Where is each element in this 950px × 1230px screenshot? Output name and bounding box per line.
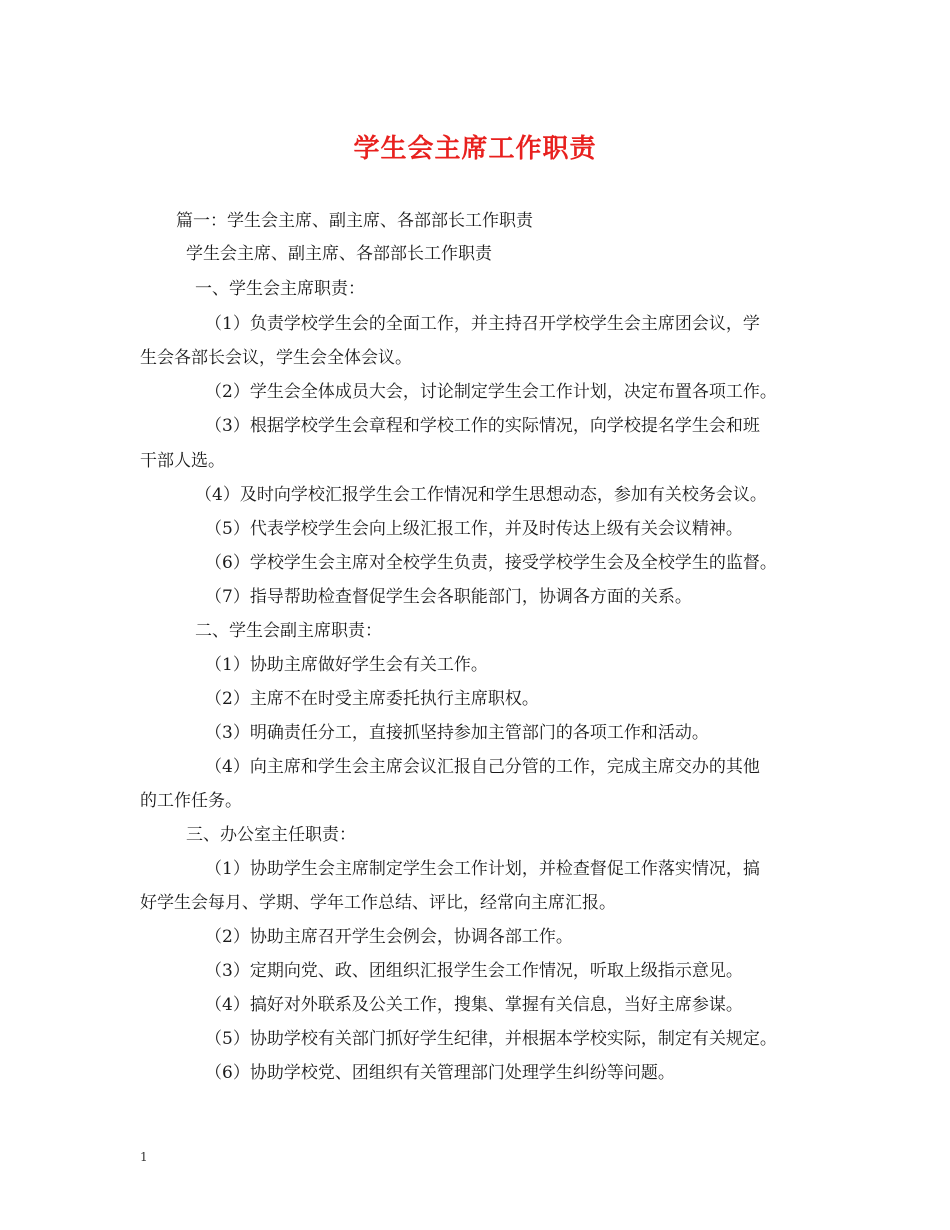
paragraph-line: （2）协助主席召开学生会例会，协调各部工作。 [205,927,573,947]
paragraph-line: （5）协助学校有关部门抓好学生纪律，并根据本学校实际，制定有关规定。 [205,1029,777,1049]
paragraph-line: （4）及时向学校汇报学生会工作情况和学生思想动态，参加有关校务会议。 [195,485,767,505]
paragraph-line: （2）学生会全体成员大会，讨论制定学生会工作计划，决定布置各项工作。 [205,382,777,402]
document-title: 学生会主席工作职责 [353,134,597,164]
section-heading-president: 一、学生会主席职责： [195,279,365,299]
paragraph-line: （6）学校学生会主席对全校学生负责，接受学校学生会及全校学生的监督。 [205,553,777,573]
paragraph-line: （3）定期向党、政、团组织汇报学生会工作情况，听取上级指示意见。 [205,961,743,981]
paragraph-line: （3）明确责任分工，直接抓坚持参加主管部门的各项工作和活动。 [205,723,709,743]
paragraph-line: （2）主席不在时受主席委托执行主席职权。 [205,689,539,709]
section-heading: 篇一：学生会主席、副主席、各部部长工作职责 [176,211,533,231]
section-heading-vice-president: 二、学生会副主席职责： [195,621,382,641]
paragraph-line: （4）搞好对外联系及公关工作，搜集、掌握有关信息，当好主席参谋。 [205,995,743,1015]
paragraph-line: （7）指导帮助检查督促学生会各职能部门，协调各方面的关系。 [205,587,692,607]
paragraph-line: （5）代表学校学生会向上级汇报工作，并及时传达上级有关会议精神。 [205,519,743,539]
paragraph-line: 生会各部长会议，学生会全体会议。 [140,348,412,368]
paragraph-line: （6）协助学校党、团组织有关管理部门处理学生纠纷等问题。 [205,1063,675,1083]
paragraph-line: （1）协助学生会主席制定学生会工作计划，并检查督促工作落实情况，搞 [205,859,760,879]
paragraph-line: 好学生会每月、学期、学年工作总结、评比，经常向主席汇报。 [140,893,616,913]
paragraph-line: （4）向主席和学生会主席会议汇报自己分管的工作，完成主席交办的其他 [205,757,760,777]
section-heading-office-director: 三、办公室主任职责： [186,825,356,845]
page-number: 1 [140,1150,148,1164]
paragraph-line: （1）协助主席做好学生会有关工作。 [205,655,488,675]
paragraph-line: 的工作任务。 [140,791,242,811]
paragraph-line: （1）负责学校学生会的全面工作，并主持召开学校学生会主席团会议，学 [205,314,760,334]
paragraph-line: 干部人选。 [140,451,225,471]
paragraph-line: （3）根据学校学生会章程和学校工作的实际情况，向学校提名学生会和班 [205,416,760,436]
subheading: 学生会主席、副主席、各部部长工作职责 [186,244,492,264]
